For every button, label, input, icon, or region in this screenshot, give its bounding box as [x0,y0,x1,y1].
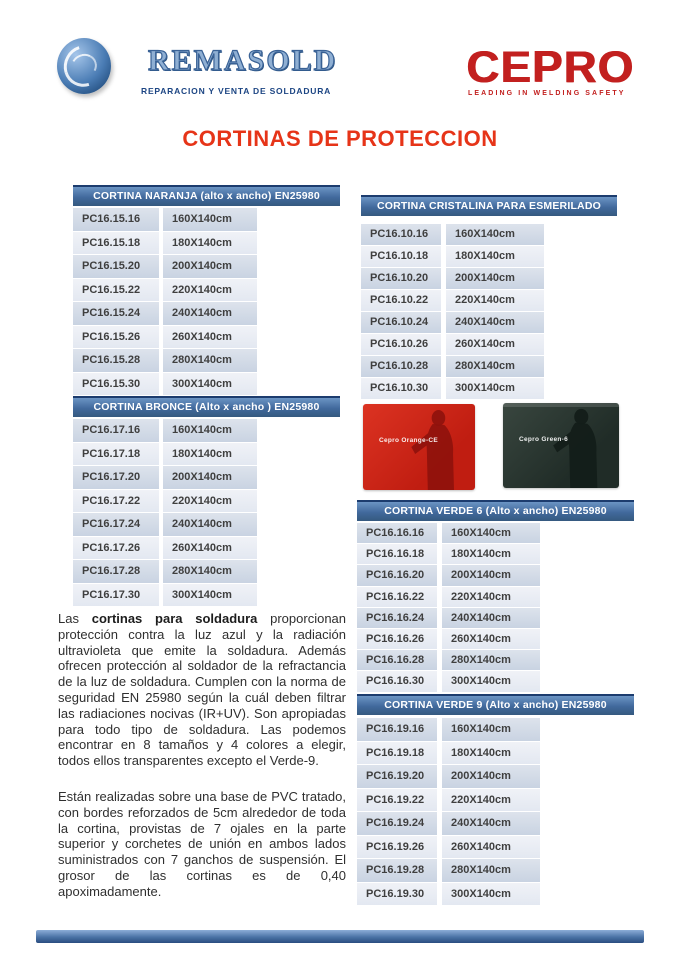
table-row [361,268,617,289]
product-size-cell: 220X140cm [442,789,540,812]
product-code-cell: PC16.16.28 [357,650,437,670]
product-code-cell: PC16.17.30 [73,584,159,607]
product-size-cell: 240X140cm [163,513,257,536]
product-code-cell: PC16.16.30 [357,671,437,691]
product-code-cell: PC16.17.20 [73,466,159,489]
table-header: CORTINA CRISTALINA PARA ESMERILADO [361,195,617,216]
table-row [73,466,340,489]
product-size-cell: 300X140cm [446,378,544,399]
table-row [73,208,340,231]
product-code-cell: PC16.15.30 [73,373,159,396]
product-code-cell: PC16.16.26 [357,629,437,649]
product-code-cell: PC16.19.20 [357,765,437,788]
product-code-cell: PC16.17.22 [73,490,159,513]
product-code-cell: PC16.15.20 [73,255,159,278]
product-size-cell: 160X140cm [163,208,257,231]
table-row [73,349,340,372]
product-size-cell: 220X140cm [163,279,257,302]
table-cortina-verde-6 [357,500,634,693]
product-size-cell: 200X140cm [163,466,257,489]
product-code-cell: PC16.19.16 [357,718,437,741]
table-row [73,537,340,560]
product-code-cell: PC16.16.24 [357,608,437,628]
paragraph-intro [58,611,346,769]
product-code-cell: PC16.10.26 [361,334,441,355]
table-row [73,232,340,255]
table-row [73,513,340,536]
welder-silhouette-icon [388,404,475,490]
table-row [357,718,634,741]
table-row [357,765,634,788]
product-code-cell: PC16.16.16 [357,523,437,543]
table-header: CORTINA VERDE 9 (Alto x ancho) EN25980 [357,694,634,715]
table-row [361,224,617,245]
product-code-cell: PC16.17.16 [73,419,159,442]
product-code-cell: PC16.15.22 [73,279,159,302]
table-row [73,255,340,278]
table-row [357,789,634,812]
table-row [73,419,340,442]
curtain-label: Cepro Green-6 [519,436,569,443]
product-code-cell: PC16.10.22 [361,290,441,311]
product-size-cell: 300X140cm [163,373,257,396]
product-code-cell: PC16.17.18 [73,443,159,466]
table-row [357,883,634,906]
table-cortina-naranja [73,185,340,396]
product-size-cell: 160X140cm [442,523,540,543]
product-size-cell: 220X140cm [446,290,544,311]
product-size-cell: 160X140cm [163,419,257,442]
table-row [357,629,634,649]
product-code-cell: PC16.15.16 [73,208,159,231]
product-size-cell: 220X140cm [442,587,540,607]
table-row [357,650,634,670]
product-code-cell: PC16.15.26 [73,326,159,349]
product-code-cell: PC16.10.16 [361,224,441,245]
table-body [73,419,340,606]
product-code-cell: PC16.15.24 [73,302,159,325]
curtain-label: Cepro Orange-CE [379,437,439,444]
table-row [73,560,340,583]
product-size-cell: 240X140cm [442,608,540,628]
product-code-cell: PC16.19.22 [357,789,437,812]
product-size-cell: 200X140cm [442,765,540,788]
product-size-cell: 260X140cm [163,537,257,560]
remasold-globe-icon [57,38,111,94]
table-header: CORTINA BRONCE (Alto x ancho ) EN25980 [73,396,340,417]
paragraph-text: proporcionan protección contra la luz azul y la radiación ultravioleta que emite la soldadura. Además ofrecen protección al soldador de la refractancia de la luz de soldadura. Cumplen con la norma de seguridad EN 25980 según la cuál deben filtrar las radiaciones nocivas (IR+UV). Son apropiadas para todo tipo de soldadura. Las podemos encontrar en 8 tamaños y 4 colores a elegir, todos ellos transparentes excepto el Verde-9. [58,611,347,769]
curtain-photo-green [503,403,619,488]
product-code-cell: PC16.19.30 [357,883,437,906]
paragraph-text: Las [58,611,92,626]
paragraph-bold-text: cortinas para soldadura [91,611,258,626]
product-code-cell: PC16.16.22 [357,587,437,607]
cepro-wordmark: CEPRO [466,42,634,92]
table-row [361,334,617,355]
product-code-cell: PC16.10.24 [361,312,441,333]
product-size-cell: 240X140cm [446,312,544,333]
product-size-cell: 200X140cm [446,268,544,289]
table-row [361,290,617,311]
product-code-cell: PC16.15.28 [73,349,159,372]
product-size-cell: 260X140cm [446,334,544,355]
product-size-cell: 200X140cm [163,255,257,278]
table-body [357,523,634,692]
welder-silhouette-icon [529,403,619,488]
table-row [357,812,634,835]
product-size-cell: 300X140cm [442,671,540,691]
product-code-cell: PC16.19.26 [357,836,437,859]
product-code-cell: PC16.15.18 [73,232,159,255]
product-size-cell: 180X140cm [442,544,540,564]
table-row [357,671,634,691]
product-size-cell: 300X140cm [442,883,540,906]
product-code-cell: PC16.10.20 [361,268,441,289]
remasold-wordmark: REMASOLD [148,44,338,77]
product-code-cell: PC16.19.24 [357,812,437,835]
product-size-cell: 280X140cm [163,349,257,372]
product-code-cell: PC16.10.30 [361,378,441,399]
product-size-cell: 180X140cm [442,742,540,765]
table-row [357,859,634,882]
product-size-cell: 160X140cm [442,718,540,741]
product-size-cell: 180X140cm [163,443,257,466]
table-row [357,608,634,628]
remasold-tagline: REPARACION Y VENTA DE SOLDADURA [141,86,332,96]
table-header: CORTINA NARANJA (alto x ancho) EN25980 [73,185,340,206]
product-size-cell: 180X140cm [163,232,257,255]
table-row [357,565,634,585]
product-size-cell: 180X140cm [446,246,544,267]
product-size-cell: 240X140cm [442,812,540,835]
product-code-cell: PC16.17.24 [73,513,159,536]
table-row [361,246,617,267]
product-code-cell: PC16.10.18 [361,246,441,267]
table-row [361,378,617,399]
product-code-cell: PC16.17.28 [73,560,159,583]
table-row [73,373,340,396]
table-cortina-cristalina [361,195,617,400]
table-cortina-bronce [73,396,340,607]
table-row [73,584,340,607]
table-row [361,356,617,377]
table-row [357,742,634,765]
table-row [73,302,340,325]
product-size-cell: 260X140cm [163,326,257,349]
table-row [73,326,340,349]
table-body [361,224,617,399]
curtain-photo-red [363,404,475,490]
table-row [357,836,634,859]
table-row [73,490,340,513]
product-code-cell: PC16.16.18 [357,544,437,564]
product-code-cell: PC16.19.18 [357,742,437,765]
product-size-cell: 280X140cm [442,859,540,882]
product-code-cell: PC16.10.28 [361,356,441,377]
table-cortina-verde-9 [357,694,634,906]
paragraph-construction: Están realizadas sobre una base de PVC tratado, con bordes reforzados de 5cm alrededor de toda la cortina, provistas de 7 ojales en la parte superior y corchetes de unión en ambos lados suministrados con 7 ganchos de suspensión. El grosor de las cortinas es de 0,40 apoximadamente. [58,789,346,899]
table-row [73,279,340,302]
product-code-cell: PC16.17.26 [73,537,159,560]
table-header: CORTINA VERDE 6 (Alto x ancho) EN25980 [357,500,634,521]
table-row [357,523,634,543]
product-size-cell: 160X140cm [446,224,544,245]
product-size-cell: 280X140cm [446,356,544,377]
table-body [357,718,634,905]
product-size-cell: 200X140cm [442,565,540,585]
product-size-cell: 220X140cm [163,490,257,513]
footer-bar [36,930,644,943]
cepro-tagline: LEADING IN WELDING SAFETY [468,90,626,97]
product-code-cell: PC16.16.20 [357,565,437,585]
product-code-cell: PC16.19.28 [357,859,437,882]
table-body [73,208,340,395]
product-size-cell: 300X140cm [163,584,257,607]
product-size-cell: 240X140cm [163,302,257,325]
page-title: CORTINAS DE PROTECCION [182,126,498,151]
table-row [357,587,634,607]
product-size-cell: 280X140cm [442,650,540,670]
table-row [73,443,340,466]
table-row [361,312,617,333]
product-size-cell: 280X140cm [163,560,257,583]
product-size-cell: 260X140cm [442,629,540,649]
table-row [357,544,634,564]
product-size-cell: 260X140cm [442,836,540,859]
